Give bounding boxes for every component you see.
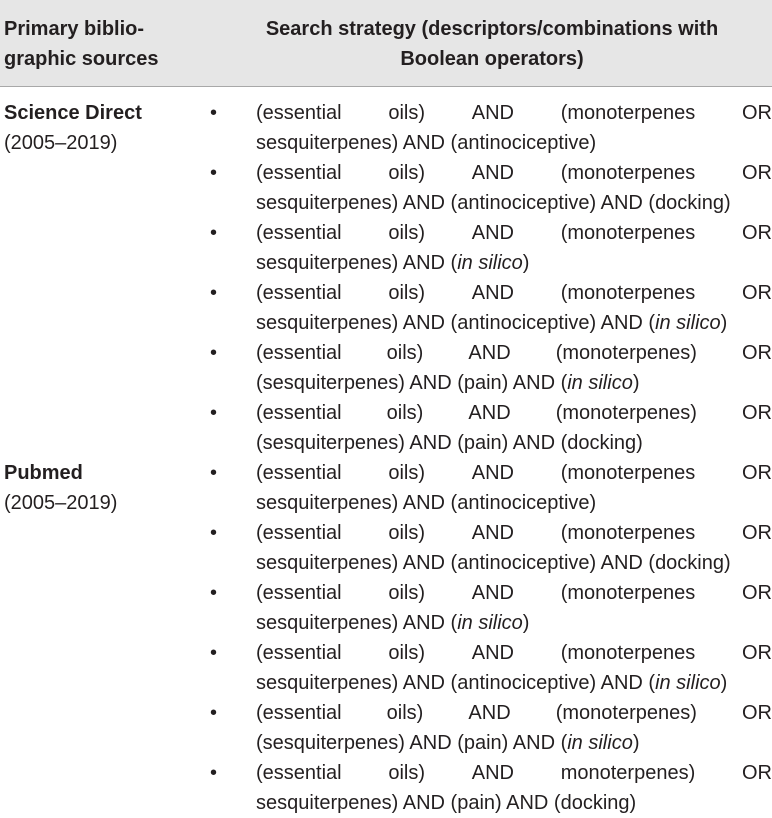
search-text: sesquiterpenes) AND (antinociceptive) AND (: [256, 672, 656, 694]
search-string-item: [0, 338, 772, 398]
search-text: sesquiterpenes) AND (antinociceptive) AND (: [256, 312, 656, 334]
search-term: OR: [741, 102, 772, 124]
search-term: OR: [741, 342, 772, 364]
search-term: (essential: [256, 522, 342, 544]
search-term: (essential: [256, 342, 342, 364]
source-years: (2005–2019): [4, 132, 118, 154]
bullet: •: [210, 642, 218, 664]
search-string-line2: [256, 788, 772, 818]
search-term: OR: [741, 582, 772, 604]
bullet: •: [210, 342, 218, 364]
bullet: •: [210, 282, 218, 304]
search-text: (sesquiterpenes) AND (pain) AND (: [256, 732, 568, 754]
bullet: •: [210, 222, 218, 244]
search-string-line1: [256, 218, 772, 248]
source-years: (2005–2019): [4, 492, 118, 514]
search-string-line2: [256, 608, 772, 638]
search-term: (essential: [256, 582, 342, 604]
search-text: (sesquiterpenes) AND (pain) AND (docking): [256, 432, 643, 454]
search-term: AND: [471, 102, 514, 124]
header-col2-line1: Search strategy (descriptors/combinations with: [265, 18, 719, 40]
search-term: (monoterpenes: [560, 282, 696, 304]
search-string-item: [0, 518, 772, 578]
search-term: (monoterpenes: [560, 222, 696, 244]
italic-term: in silico: [655, 312, 721, 334]
search-term: (monoterpenes: [560, 522, 696, 544]
search-term: AND: [471, 162, 514, 184]
search-term: oils): [386, 402, 424, 424]
search-string-item: [0, 398, 772, 458]
bullet: •: [210, 402, 218, 424]
search-text: sesquiterpenes) AND (pain) AND (docking): [256, 792, 637, 814]
search-term: OR: [741, 402, 772, 424]
search-text: ): [522, 612, 530, 634]
bullet: •: [210, 762, 218, 784]
search-string-line2: [256, 668, 772, 698]
source-name: Pubmed: [4, 462, 83, 484]
search-term: AND: [468, 702, 511, 724]
search-string-line1: [256, 758, 772, 788]
search-term: OR: [741, 702, 772, 724]
search-term: (essential: [256, 162, 342, 184]
search-term: (essential: [256, 702, 342, 724]
search-term: (essential: [256, 282, 342, 304]
search-string-item: [0, 218, 772, 278]
search-term: OR: [741, 162, 772, 184]
search-string-item: [0, 158, 772, 218]
search-string-line2: [256, 368, 772, 398]
search-string-line1: [256, 98, 772, 128]
search-text: sesquiterpenes) AND (antinociceptive): [256, 132, 597, 154]
search-text: ): [632, 732, 640, 754]
search-string-item: [0, 638, 772, 698]
search-text: sesquiterpenes) AND (: [256, 612, 458, 634]
search-term: (monoterpenes: [560, 102, 696, 124]
search-term: (monoterpenes): [555, 702, 697, 724]
search-string-line2: [256, 188, 772, 218]
search-string-line1: [256, 638, 772, 668]
search-text: sesquiterpenes) AND (: [256, 252, 458, 274]
italic-term: in silico: [457, 252, 523, 274]
search-string-line2: [256, 728, 772, 758]
bullet: •: [210, 162, 218, 184]
search-term: (essential: [256, 102, 342, 124]
search-term: oils): [388, 462, 426, 484]
search-term: (essential: [256, 462, 342, 484]
search-term: OR: [741, 522, 772, 544]
table-header: [0, 0, 772, 87]
search-string-line2: [256, 248, 772, 278]
search-term: AND: [471, 762, 514, 784]
search-string-item: [0, 758, 772, 818]
search-term: oils): [386, 342, 424, 364]
search-string-item: [0, 98, 772, 158]
search-string-line2: [256, 308, 772, 338]
search-string-line1: [256, 458, 772, 488]
search-string-line2: [256, 128, 772, 158]
search-term: (essential: [256, 762, 342, 784]
search-term: AND: [471, 222, 514, 244]
search-term: oils): [388, 222, 426, 244]
search-text: ): [720, 312, 728, 334]
search-text: ): [720, 672, 728, 694]
italic-term: in silico: [655, 672, 721, 694]
search-term: AND: [471, 462, 514, 484]
bullet: •: [210, 102, 218, 124]
search-term: (monoterpenes): [555, 402, 697, 424]
search-term: OR: [741, 282, 772, 304]
search-term: oils): [386, 702, 424, 724]
search-string-line1: [256, 518, 772, 548]
search-term: (essential: [256, 642, 342, 664]
search-term: (monoterpenes: [560, 162, 696, 184]
search-term: (monoterpenes: [560, 642, 696, 664]
search-term: oils): [388, 762, 426, 784]
search-string-item: [0, 278, 772, 338]
search-term: (monoterpenes): [555, 342, 697, 364]
header-col1-line2: graphic sources: [4, 48, 159, 70]
search-text: (sesquiterpenes) AND (pain) AND (: [256, 372, 568, 394]
search-term: AND: [468, 342, 511, 364]
header-col1-line1: Primary biblio-: [4, 18, 145, 40]
search-term: oils): [388, 282, 426, 304]
search-text: sesquiterpenes) AND (antinociceptive) AND (docking): [256, 192, 731, 214]
search-term: (monoterpenes: [560, 582, 696, 604]
search-term: AND: [471, 282, 514, 304]
italic-term: in silico: [567, 732, 633, 754]
search-term: (essential: [256, 402, 342, 424]
search-term: (monoterpenes: [560, 462, 696, 484]
search-string-line1: [256, 338, 772, 368]
search-term: oils): [388, 642, 426, 664]
search-string-item: [0, 698, 772, 758]
search-term: AND: [471, 522, 514, 544]
search-text: ): [522, 252, 530, 274]
search-term: OR: [741, 642, 772, 664]
search-string-line1: [256, 578, 772, 608]
header-primary-sources: [4, 14, 194, 74]
header-col2-line2: Boolean operators): [400, 48, 584, 70]
italic-term: in silico: [457, 612, 523, 634]
search-term: (essential: [256, 222, 342, 244]
search-term: oils): [388, 582, 426, 604]
search-string-item: [0, 578, 772, 638]
bullet: •: [210, 462, 218, 484]
search-term: AND: [468, 402, 511, 424]
search-string-line2: [256, 488, 772, 518]
search-term: OR: [741, 222, 772, 244]
bullet: •: [210, 582, 218, 604]
search-text: sesquiterpenes) AND (antinociceptive): [256, 492, 597, 514]
search-string-line1: [256, 698, 772, 728]
search-term: oils): [388, 162, 426, 184]
bullet: •: [210, 702, 218, 724]
search-string-line2: [256, 428, 772, 458]
search-text: ): [632, 372, 640, 394]
search-string-item: [0, 458, 772, 518]
search-string-line1: [256, 278, 772, 308]
search-term: monoterpenes): [560, 762, 696, 784]
header-search-strategy: [212, 14, 772, 74]
italic-term: in silico: [567, 372, 633, 394]
search-term: OR: [741, 762, 772, 784]
source-name: Science Direct: [4, 102, 142, 124]
search-string-line1: [256, 398, 772, 428]
search-term: AND: [471, 642, 514, 664]
search-term: OR: [741, 462, 772, 484]
search-string-line1: [256, 158, 772, 188]
search-string-line2: [256, 548, 772, 578]
bullet: •: [210, 522, 218, 544]
search-term: oils): [388, 102, 426, 124]
search-term: AND: [471, 582, 514, 604]
search-text: sesquiterpenes) AND (antinociceptive) AND (docking): [256, 552, 731, 574]
search-term: oils): [388, 522, 426, 544]
